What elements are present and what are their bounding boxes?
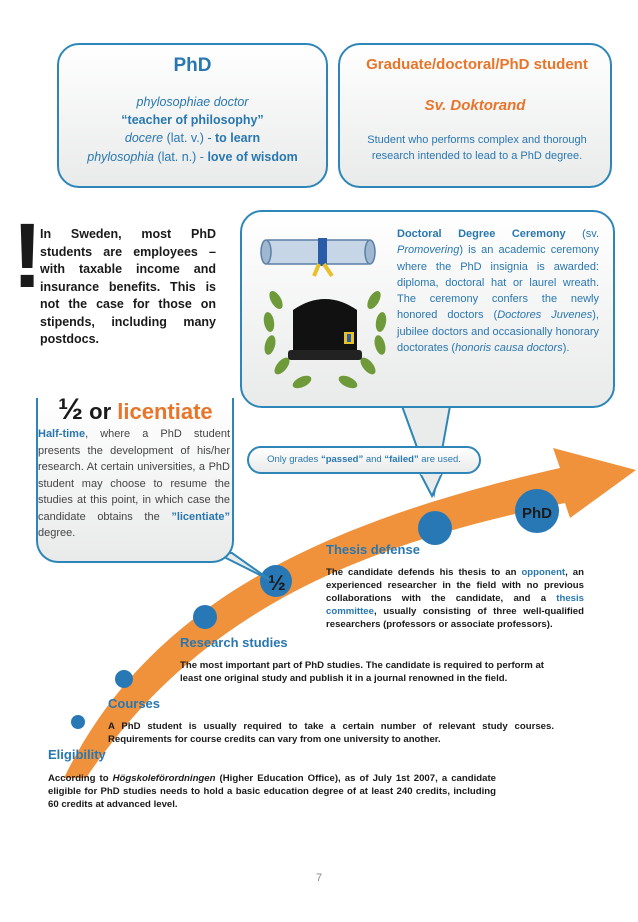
grades-bubble-tail xyxy=(418,472,448,498)
page-number: 7 xyxy=(315,872,323,884)
student-title: Graduate/doctoral/PhD student xyxy=(366,56,588,73)
ceremony-description: Doctoral Degree Ceremony (sv. Promovering) is an academic ceremony where the PhD insignia is awarded: diploma, doctoral hat or laurel wreath. The ceremony confers the newly honored doctors (Doctores Juvenes), jubilee doctors and occasionally honorary doctorates (honoris causa doctors). xyxy=(397,228,600,355)
courses-title: Courses xyxy=(108,696,161,711)
licentiate-heading: ½ or licentiate xyxy=(58,393,213,426)
research-studies-text: The most important part of PhD studies. The candidate is required to perform at least one original study and publish it in a journal renowned in the field. xyxy=(180,660,544,684)
exclamation-icon: ! xyxy=(12,205,43,307)
student-swedish-term: Sv. Doktorand xyxy=(424,97,526,114)
sweden-employment-note: In Sweden, most PhD students are employees – with taxable income and insurance benefits. This is not the case for those on stipends, including many postdocs. xyxy=(40,227,216,346)
eligibility-title: Eligibility xyxy=(48,747,106,762)
phd-phylosophia-line: phylosophia (lat. n.) - love of wisdom xyxy=(87,150,298,164)
ceremony-box xyxy=(240,210,615,408)
doctoral-hat-laurel-icon xyxy=(260,270,390,402)
research-studies-title: Research studies xyxy=(180,635,288,650)
eligibility-dot xyxy=(71,715,85,729)
phd-latin-name: phylosophiae doctor xyxy=(136,95,249,109)
phd-definition-box xyxy=(57,43,328,188)
courses-text: A PhD student is usually required to take a certain number of relevant study courses. Requirements for course credits can vary from one university to another. xyxy=(108,721,554,745)
phd-title: PhD xyxy=(173,55,212,76)
phd-translation: “teacher of philosophy” xyxy=(121,113,264,127)
research-dot xyxy=(193,605,217,629)
courses-dot xyxy=(115,670,133,688)
phd-marker: PhD xyxy=(522,505,552,522)
phd-docere-line: docere (lat. v.) - to learn xyxy=(124,131,261,145)
student-description: Student who performs complex and thorough research intended to lead to a PhD degree. xyxy=(367,134,587,162)
eligibility-text: According to Högskoleförordningen (Higher Education Office), as of July 1st 2007, a candidate eligible for PhD studies needs to hold a basic education degree of at least 240 credits, including 60 credits at advanced level. xyxy=(48,773,497,810)
student-definition-box xyxy=(338,43,612,188)
grades-note: Only grades “passed” and “failed” are used. xyxy=(267,454,461,465)
thesis-defense-title: Thesis defense xyxy=(326,542,420,557)
thesis-defense-text: The candidate defends his thesis to an opponent, an experienced researcher in the field with no previous collaborations with the candidate, and a thesis committee, usually consisting of three well-qualified researchers (professors or associate professors). xyxy=(326,567,584,630)
halftime-marker: ½ xyxy=(268,572,286,595)
thesis-dot xyxy=(418,511,452,545)
licentiate-description: Half-time, where a PhD student presents the development of his/her research. At certain universities, a PhD student may choose to resume the studies at this point, in which case the candidate obtains the ”licentiate” degree. xyxy=(38,428,230,539)
grades-note-box xyxy=(247,446,481,474)
